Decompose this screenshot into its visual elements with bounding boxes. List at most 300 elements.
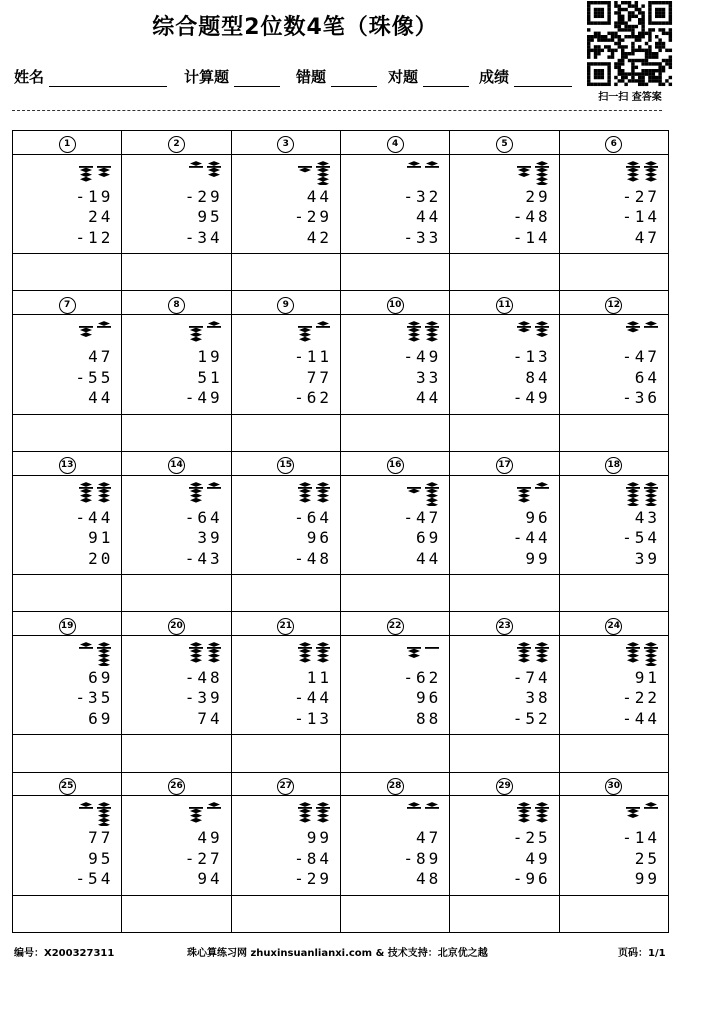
problem-value: 69 (416, 528, 442, 548)
bead (518, 497, 530, 502)
bead (98, 482, 110, 487)
problem-number: 12 (605, 297, 622, 314)
bead (518, 809, 530, 814)
problem-values (580, 668, 660, 730)
bead (190, 493, 202, 498)
problem-value: 47 (634, 227, 660, 247)
answer-cell[interactable] (559, 895, 668, 932)
bead (645, 653, 657, 658)
bead (645, 161, 657, 166)
problem-number: 29 (496, 778, 513, 795)
bead (426, 802, 438, 807)
answer-cell[interactable] (122, 414, 231, 451)
problem-values (143, 828, 223, 890)
problem-number: 9 (277, 297, 294, 314)
problem-number-cell (340, 772, 449, 796)
bead (208, 161, 220, 166)
problem-value: -34 (184, 227, 223, 247)
problem-values (361, 668, 441, 730)
problem-value: -54 (622, 528, 660, 548)
abacus-bead-icon (296, 640, 332, 666)
answer-cell[interactable] (13, 735, 122, 772)
bead (190, 488, 202, 493)
bead (645, 658, 657, 663)
bead (190, 328, 202, 333)
abacus-bead-icon (515, 800, 551, 826)
bead (518, 649, 530, 654)
problem-value: -64 (294, 507, 332, 527)
problem-values (361, 187, 441, 249)
score-field[interactable] (514, 70, 572, 87)
problem-value: -32 (403, 186, 442, 206)
number-row (13, 772, 669, 796)
answer-cell[interactable] (122, 735, 231, 772)
problem-number: 2 (168, 136, 185, 153)
abacus-bead-icon (624, 640, 660, 666)
bead (627, 321, 639, 326)
answer-cell[interactable] (450, 414, 559, 451)
problem-value: 69 (88, 667, 114, 687)
problem-number: 22 (387, 618, 404, 635)
bead (536, 653, 548, 658)
answer-cell[interactable] (340, 735, 449, 772)
problem-values (33, 828, 113, 890)
problem-value: 77 (88, 828, 114, 848)
problem-value: 77 (306, 367, 332, 387)
bead (426, 482, 438, 487)
problem-number-cell (13, 291, 122, 315)
abacus-bead-icon (187, 640, 223, 666)
problem-number: 16 (387, 457, 404, 474)
problem-number: 8 (168, 297, 185, 314)
bead (536, 658, 548, 663)
bead (317, 809, 329, 814)
bead (190, 809, 202, 814)
problem-value: 95 (197, 207, 223, 227)
problem-number: 4 (387, 136, 404, 153)
abacus-bead-icon (187, 159, 223, 185)
answer-cell[interactable] (559, 574, 668, 611)
bead (299, 802, 311, 807)
abacus-bead-icon (296, 319, 332, 345)
footer-site: 珠心算练习网 zhuxinsuanlianxi.com & 技术支持：北京优之越 (187, 948, 488, 959)
bead (426, 493, 438, 498)
problem-cell (13, 154, 122, 253)
bead (190, 649, 202, 654)
bead (408, 649, 420, 654)
qr-label: 扫一扫 查答案 (598, 92, 662, 103)
abacus-bead-icon (624, 480, 660, 506)
problem-number: 18 (605, 457, 622, 474)
problem-cell (340, 475, 449, 574)
abacus-bead-icon (405, 319, 441, 345)
problem-number-cell (559, 612, 668, 636)
answer-cell[interactable] (231, 254, 340, 291)
abacus-bead-icon (515, 480, 551, 506)
problem-cell (13, 475, 122, 574)
bead (518, 814, 530, 819)
problem-value: 44 (416, 207, 442, 227)
problem-grid (12, 130, 669, 933)
problem-value: -44 (75, 507, 114, 527)
answer-cell[interactable] (13, 414, 122, 451)
calc-count-field[interactable] (234, 70, 280, 87)
problem-value: 99 (525, 548, 551, 568)
abacus-bead-icon (405, 480, 441, 506)
problem-value: 99 (306, 828, 332, 848)
answer-cell[interactable] (450, 574, 559, 611)
bead (208, 649, 220, 654)
bead (317, 482, 329, 487)
bead (518, 642, 530, 647)
problem-value: 88 (416, 708, 442, 728)
problem-number-cell (340, 291, 449, 315)
answer-cell[interactable] (231, 735, 340, 772)
problem-number-cell (340, 612, 449, 636)
problem-number: 25 (59, 778, 76, 795)
bead (627, 161, 639, 166)
problem-number: 20 (168, 618, 185, 635)
problem-number-cell (231, 451, 340, 475)
answer-cell[interactable] (122, 574, 231, 611)
bead (190, 337, 202, 342)
answer-cell[interactable] (13, 895, 122, 932)
problem-value: -39 (184, 688, 223, 708)
answer-cell[interactable] (122, 895, 231, 932)
problem-values (252, 187, 332, 249)
bead (208, 172, 220, 177)
problem-number: 17 (496, 457, 513, 474)
problem-cell (231, 475, 340, 574)
bead (190, 814, 202, 819)
bead (627, 493, 639, 498)
answer-cell[interactable] (122, 254, 231, 291)
problem-row (13, 315, 669, 414)
problem-number-cell (122, 612, 231, 636)
problem-number: 13 (59, 457, 76, 474)
problem-value: 94 (197, 869, 223, 889)
problem-value: 74 (197, 708, 223, 728)
answer-cell[interactable] (340, 895, 449, 932)
number-row (13, 131, 669, 155)
problem-cell (122, 475, 231, 574)
score-label: 成绩 (479, 68, 510, 86)
bead (190, 653, 202, 658)
problem-value: 25 (634, 848, 660, 868)
answer-cell[interactable] (340, 254, 449, 291)
bead (317, 172, 329, 177)
problem-row (13, 475, 669, 574)
problem-value: -14 (622, 207, 660, 227)
bead (190, 497, 202, 502)
problem-values (471, 187, 551, 249)
bead (98, 818, 110, 823)
problem-value: -13 (294, 708, 332, 728)
bead (317, 653, 329, 658)
answer-row (13, 414, 669, 451)
problem-cell (13, 315, 122, 414)
wrong-count-label: 错题 (296, 68, 327, 86)
problem-value: 99 (634, 869, 660, 889)
qr-code-icon[interactable] (585, 0, 675, 88)
bead (299, 814, 311, 819)
problem-value: -44 (622, 708, 660, 728)
problem-row (13, 154, 669, 253)
number-row (13, 291, 669, 315)
bead (536, 802, 548, 807)
problem-value: -36 (622, 388, 660, 408)
problem-values (33, 347, 113, 409)
problem-value: -49 (184, 388, 223, 408)
answer-cell[interactable] (450, 895, 559, 932)
problem-number-cell (231, 772, 340, 796)
problem-value: 33 (416, 367, 442, 387)
answer-cell[interactable] (559, 735, 668, 772)
answer-cell[interactable] (13, 254, 122, 291)
bead (98, 497, 110, 502)
answer-cell[interactable] (231, 574, 340, 611)
wrong-count-field[interactable] (331, 70, 377, 87)
divider-line (12, 110, 662, 111)
abacus-bead-icon (405, 800, 441, 826)
problem-value: -27 (622, 186, 660, 206)
footer-page: 页码：1/1 (618, 948, 666, 959)
problem-values (361, 508, 441, 570)
problem-value: -44 (294, 688, 332, 708)
bead (426, 337, 438, 342)
problem-number-cell (559, 131, 668, 155)
bead (299, 482, 311, 487)
problem-value: -48 (512, 207, 551, 227)
problem-value: 95 (88, 848, 114, 868)
problem-number-cell (559, 451, 668, 475)
abacus-bead-icon (515, 640, 551, 666)
bead (190, 658, 202, 663)
bead (645, 172, 657, 177)
bead (208, 321, 220, 326)
answer-cell[interactable] (231, 895, 340, 932)
problem-number: 10 (387, 297, 404, 314)
problem-row (13, 635, 669, 734)
problem-cell (559, 796, 668, 895)
problem-value: -84 (294, 848, 332, 868)
problem-values (33, 187, 113, 249)
problem-cell (231, 154, 340, 253)
bead (98, 802, 110, 807)
problem-value: 49 (197, 828, 223, 848)
right-count-field[interactable] (423, 70, 469, 87)
problem-value: -52 (512, 708, 551, 728)
problem-cell (559, 154, 668, 253)
problem-cell (450, 635, 559, 734)
bead (208, 167, 220, 172)
answer-cell[interactable] (340, 574, 449, 611)
problem-number-cell (450, 131, 559, 155)
bead (299, 658, 311, 663)
problem-cell (340, 635, 449, 734)
bead (80, 642, 92, 647)
problem-value: 39 (197, 528, 223, 548)
bead (645, 321, 657, 326)
abacus-bead-icon (515, 319, 551, 345)
bead (645, 502, 657, 506)
bead (208, 802, 220, 807)
bead (536, 482, 548, 487)
bead (518, 802, 530, 807)
problem-number: 23 (496, 618, 513, 635)
problem-number-cell (13, 772, 122, 796)
problem-value: -44 (512, 528, 551, 548)
name-field[interactable] (49, 70, 167, 87)
problem-value: -55 (75, 367, 114, 387)
problem-cell (340, 154, 449, 253)
problem-number: 19 (59, 618, 76, 635)
bead (645, 649, 657, 654)
answer-cell[interactable] (559, 254, 668, 291)
answer-cell[interactable] (559, 414, 668, 451)
problem-value: 43 (634, 507, 660, 527)
bead (518, 328, 530, 333)
bead (536, 642, 548, 647)
problem-cell (13, 796, 122, 895)
problem-values (252, 668, 332, 730)
problem-value: -89 (403, 848, 442, 868)
bead (645, 662, 657, 666)
problem-values (361, 347, 441, 409)
answer-cell[interactable] (450, 735, 559, 772)
problem-number-cell (122, 131, 231, 155)
problem-values (471, 347, 551, 409)
problem-value: -33 (403, 227, 442, 247)
bead (518, 818, 530, 823)
abacus-bead-icon (77, 640, 113, 666)
bead (317, 488, 329, 493)
problem-cell (340, 315, 449, 414)
bead (80, 482, 92, 487)
problem-value: 19 (197, 347, 223, 367)
problem-number-cell (450, 291, 559, 315)
problem-value: 47 (88, 347, 114, 367)
bead (208, 482, 220, 487)
problem-values (33, 668, 113, 730)
bead (299, 642, 311, 647)
problem-value: -11 (294, 347, 332, 367)
problem-cell (450, 796, 559, 895)
bead (208, 653, 220, 658)
problem-value: -54 (75, 869, 114, 889)
right-count-label: 对题 (388, 68, 419, 86)
answer-cell[interactable] (231, 414, 340, 451)
problem-cell (122, 315, 231, 414)
bead (80, 802, 92, 807)
problem-value: -27 (184, 848, 223, 868)
problem-number-cell (231, 291, 340, 315)
bead (299, 809, 311, 814)
problem-number: 1 (59, 136, 76, 153)
number-row (13, 451, 669, 475)
answer-cell[interactable] (340, 414, 449, 451)
problem-value: -25 (512, 828, 551, 848)
bead (80, 328, 92, 333)
problem-value: -96 (512, 869, 551, 889)
problem-number-cell (340, 131, 449, 155)
abacus-bead-icon (296, 480, 332, 506)
problem-cell (559, 635, 668, 734)
problem-cell (122, 796, 231, 895)
problem-number-cell (122, 291, 231, 315)
bead (80, 167, 92, 172)
answer-cell[interactable] (13, 574, 122, 611)
problem-value: 48 (416, 869, 442, 889)
bead (518, 172, 530, 177)
problem-value: -29 (294, 869, 332, 889)
problem-cell (450, 475, 559, 574)
answer-cell[interactable] (450, 254, 559, 291)
problem-number: 14 (168, 457, 185, 474)
problem-values (143, 508, 223, 570)
bead (408, 328, 420, 333)
bead (208, 658, 220, 663)
bead (518, 658, 530, 663)
bead (98, 653, 110, 658)
bead (645, 802, 657, 807)
problem-value: -48 (294, 548, 332, 568)
problem-value: -64 (184, 507, 223, 527)
problem-value: 96 (525, 507, 551, 527)
problem-values (580, 828, 660, 890)
problem-number-cell (450, 772, 559, 796)
problem-number: 24 (605, 618, 622, 635)
bead (645, 493, 657, 498)
bead (536, 814, 548, 819)
problem-value: 44 (416, 388, 442, 408)
bead (299, 493, 311, 498)
bead (408, 332, 420, 337)
problem-value: -62 (403, 667, 442, 687)
bead (299, 167, 311, 172)
problem-value: 38 (525, 688, 551, 708)
bead (627, 809, 639, 814)
problem-values (580, 508, 660, 570)
bead (80, 332, 92, 337)
bead (645, 497, 657, 502)
problem-value: 20 (88, 548, 114, 568)
bead (317, 167, 329, 172)
problem-value: 96 (306, 528, 332, 548)
bead (627, 502, 639, 506)
abacus-bead-icon (515, 159, 551, 185)
bead (408, 337, 420, 342)
problem-cell (231, 635, 340, 734)
bead (299, 649, 311, 654)
bead (317, 321, 329, 326)
bead (80, 177, 92, 182)
problem-number: 26 (168, 778, 185, 795)
problem-value: 69 (88, 708, 114, 728)
bead (627, 172, 639, 177)
student-info-bar (14, 66, 589, 90)
problem-number: 30 (605, 778, 622, 795)
bead (208, 642, 220, 647)
bead (627, 497, 639, 502)
bead (518, 653, 530, 658)
problem-value: -47 (622, 347, 660, 367)
page-title: 综合题型2位数4笔（珠像） (152, 15, 438, 40)
bead (317, 493, 329, 498)
bead (408, 488, 420, 493)
problem-values (471, 828, 551, 890)
problem-number-cell (13, 451, 122, 475)
